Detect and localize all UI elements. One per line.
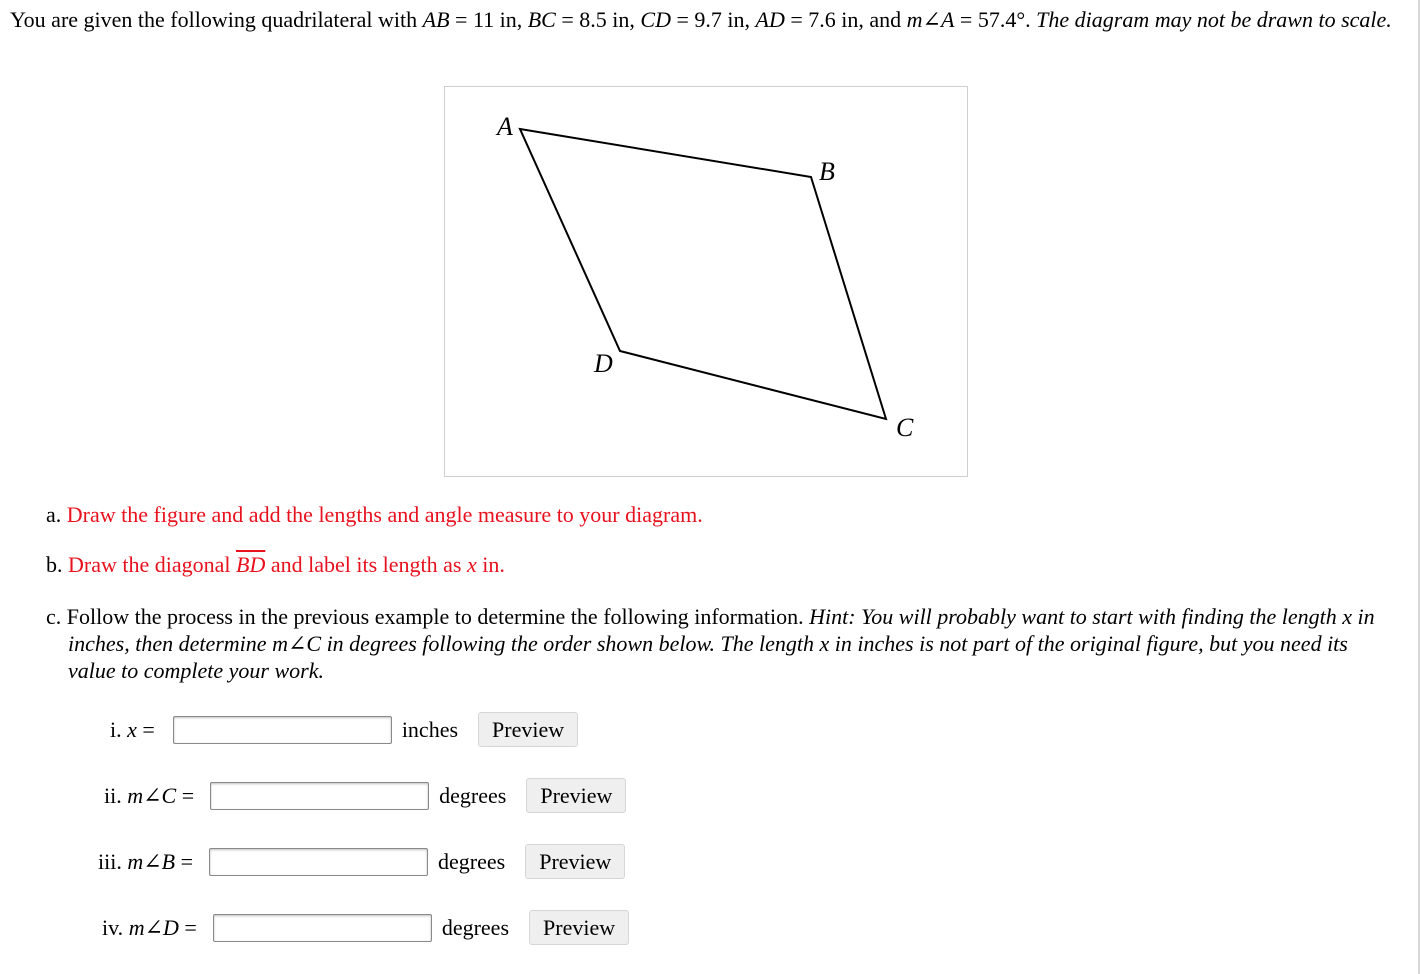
question-angle-b-row: [98, 844, 625, 879]
preview-angle-b-button[interactable]: Preview: [525, 844, 625, 879]
bc-value: 8.5 in: [579, 7, 630, 32]
unit-inches: inches: [401, 716, 459, 742]
unit-degrees-c: degrees: [439, 782, 507, 808]
unit-degrees-b: degrees: [438, 848, 506, 874]
preview-x-button[interactable]: Preview: [478, 712, 578, 747]
question-angle-d-label: iv. m∠D =: [102, 914, 197, 940]
ab-label: AB: [422, 7, 450, 32]
answer-angle-c-input[interactable]: [210, 782, 429, 810]
question-x-row: [110, 712, 578, 747]
cd-label: CD: [640, 7, 671, 32]
problem-statement: You are given the following quadrilateral with AB = 11 in, BC = 8.5 in, CD = 9.7 in, AD = 7.6 in, and m∠A = 57.4°. The diagram may not be drawn to scale.: [10, 7, 1392, 32]
question-angle-b-label: iii. m∠B =: [98, 848, 194, 874]
quadrilateral-figure: [444, 86, 968, 477]
answer-angle-d-input[interactable]: [213, 914, 432, 942]
answer-angle-b-input[interactable]: [209, 848, 428, 876]
question-angle-d-row: [102, 910, 629, 945]
angle-a-value: 57.4°: [977, 7, 1026, 32]
scale-note: The diagram may not be drawn to scale.: [1036, 7, 1392, 32]
quadrilateral-svg: [445, 87, 967, 476]
cd-value: 9.7 in: [694, 7, 745, 32]
ad-value: 7.6 in: [808, 7, 859, 32]
ab-value: 11 in: [472, 7, 517, 32]
vertex-label-a: A: [497, 112, 513, 141]
part-b-instruction: b. Draw the diagonal $\overline{BD}$ and label its length as x in.: [46, 552, 505, 577]
part-c-instruction: c. Follow the process in the previous example to determine the following information. Hint: You will probably want to start with finding the length x in inches, then determine m∠C in degrees following the order shown below. The length x in inches is not part of the original figure, but you need its value to complete your work.: [46, 604, 1375, 683]
answer-x-input[interactable]: [173, 716, 392, 744]
part-a-instruction: a. Draw the figure and add the lengths and angle measure to your diagram.: [46, 502, 703, 527]
unit-degrees-d: degrees: [441, 914, 510, 940]
angle-a-label: m∠A: [906, 7, 955, 32]
question-x-label: i. x =: [110, 716, 155, 742]
question-angle-c-label: ii. m∠C =: [104, 782, 195, 808]
preview-angle-d-button[interactable]: Preview: [529, 910, 629, 945]
vertex-label-c: C: [896, 413, 914, 442]
bc-label: BC: [527, 7, 556, 32]
segment-bd: $\overline{BD}$: [236, 552, 266, 577]
preview-angle-c-button[interactable]: Preview: [526, 778, 626, 813]
ad-label: AD: [755, 7, 785, 32]
question-angle-c-row: [104, 778, 626, 813]
vertex-label-d: D: [594, 349, 613, 378]
vertex-label-b: B: [819, 157, 835, 186]
